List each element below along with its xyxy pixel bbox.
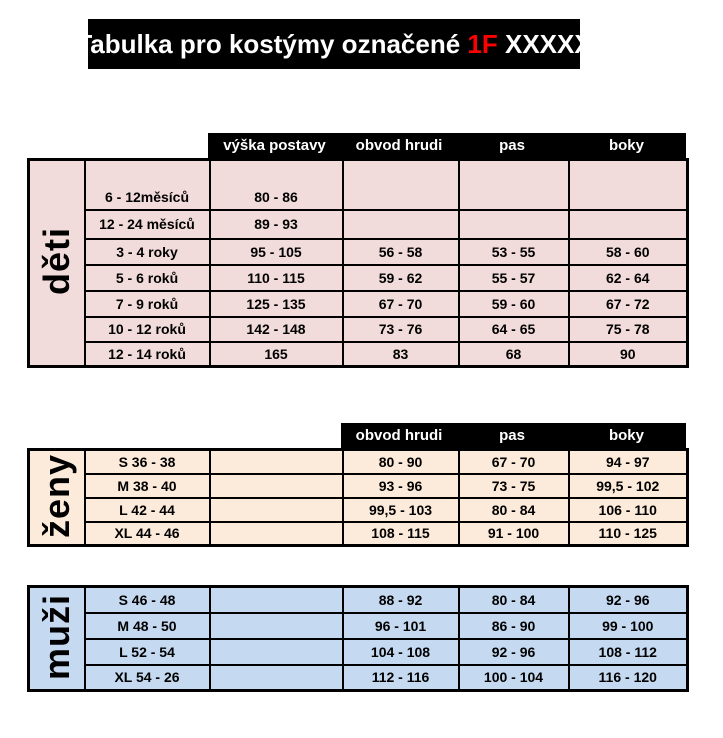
measurement-cell: 99,5 - 102 [569, 474, 688, 498]
title-code-highlight: 1F [467, 28, 498, 59]
women-size-table [27, 448, 689, 547]
group-label-zeny: ženy [35, 453, 77, 539]
title-text-prefix: Tabulka pro kostýmy označené [76, 28, 468, 59]
measurement-cell: 100 - 104 [459, 665, 569, 691]
measurement-cell: 142 - 148 [210, 317, 343, 342]
table-row [29, 639, 688, 665]
measurement-cell: 68 [459, 342, 569, 367]
measurement-cell: 110 - 125 [569, 522, 688, 546]
column-header-hips: boky [608, 427, 644, 444]
size-row-label: 12 - 14 roků [85, 342, 210, 367]
table-row [29, 450, 688, 474]
measurement-cell: 73 - 76 [343, 317, 459, 342]
size-row-label: 10 - 12 roků [85, 317, 210, 342]
size-row-label: M 48 - 50 [85, 613, 210, 639]
measurement-cell: 108 - 112 [569, 639, 688, 665]
measurement-cell: 110 - 115 [210, 265, 343, 291]
title-text-suffix: XXXXX [497, 28, 592, 59]
size-row-label: XL 44 - 46 [85, 522, 210, 546]
measurement-cell: 99 - 100 [569, 613, 688, 639]
measurement-cell: 91 - 100 [459, 522, 569, 546]
measurement-cell: 59 - 60 [459, 291, 569, 317]
group-cell-muzi [29, 587, 85, 691]
measurement-cell: 67 - 72 [569, 291, 688, 317]
table-row [29, 317, 688, 342]
title-bar [76, 19, 592, 69]
column-header-hips: boky [608, 137, 644, 154]
measurement-cell: 55 - 57 [459, 265, 569, 291]
measurement-cell: 86 - 90 [459, 613, 569, 639]
children-size-table [27, 158, 689, 368]
measurement-cell [210, 474, 343, 498]
measurement-cell: 108 - 115 [343, 522, 459, 546]
table-row [29, 160, 688, 210]
measurement-cell: 104 - 108 [343, 639, 459, 665]
measurement-cell: 92 - 96 [569, 587, 688, 613]
size-row-label: L 42 - 44 [85, 498, 210, 522]
men-size-table [27, 585, 689, 692]
column-header-waist: pas [499, 137, 525, 154]
measurement-cell: 93 - 96 [343, 474, 459, 498]
measurement-cell: 165 [210, 342, 343, 367]
group-label-deti: děti [35, 227, 77, 296]
table-row [29, 522, 688, 546]
measurement-cell [569, 160, 688, 210]
measurement-cell: 116 - 120 [569, 665, 688, 691]
measurement-cell: 125 - 135 [210, 291, 343, 317]
measurement-cell [569, 210, 688, 239]
measurement-cell: 58 - 60 [569, 239, 688, 265]
size-row-label: S 46 - 48 [85, 587, 210, 613]
size-row-label: 12 - 24 měsíců [85, 210, 210, 239]
measurement-cell [210, 522, 343, 546]
children-column-header-bar [208, 133, 686, 158]
measurement-cell: 67 - 70 [459, 450, 569, 474]
measurement-cell [210, 639, 343, 665]
measurement-cell [210, 613, 343, 639]
measurement-cell: 64 - 65 [459, 317, 569, 342]
table-row [29, 474, 688, 498]
women-column-header-bar [341, 423, 686, 448]
measurement-cell [459, 160, 569, 210]
size-row-label: 5 - 6 roků [85, 265, 210, 291]
measurement-cell: 92 - 96 [459, 639, 569, 665]
group-cell-deti [29, 160, 85, 367]
measurement-cell [343, 160, 459, 210]
table-row [29, 291, 688, 317]
table-row [29, 587, 688, 613]
column-header-chest: obvod hrudi [355, 137, 443, 154]
measurement-cell: 95 - 105 [210, 239, 343, 265]
table-row [29, 498, 688, 522]
group-label-muzi: muži [35, 593, 77, 680]
measurement-cell [459, 210, 569, 239]
measurement-cell: 73 - 75 [459, 474, 569, 498]
measurement-cell: 80 - 84 [459, 498, 569, 522]
measurement-cell: 106 - 110 [569, 498, 688, 522]
measurement-cell [343, 210, 459, 239]
measurement-cell: 90 [569, 342, 688, 367]
measurement-cell: 53 - 55 [459, 239, 569, 265]
measurement-cell: 56 - 58 [343, 239, 459, 265]
measurement-cell: 99,5 - 103 [343, 498, 459, 522]
measurement-cell: 94 - 97 [569, 450, 688, 474]
measurement-cell [210, 450, 343, 474]
measurement-cell: 89 - 93 [210, 210, 343, 239]
group-cell-zeny [29, 450, 85, 546]
size-row-label: L 52 - 54 [85, 639, 210, 665]
measurement-cell: 62 - 64 [569, 265, 688, 291]
measurement-cell: 59 - 62 [343, 265, 459, 291]
table-row [29, 239, 688, 265]
table-row [29, 210, 688, 239]
table-row [29, 665, 688, 691]
size-row-label: 6 - 12měsíců [85, 160, 210, 210]
measurement-cell: 80 - 90 [343, 450, 459, 474]
size-row-label: 3 - 4 roky [85, 239, 210, 265]
measurement-cell: 80 - 84 [459, 587, 569, 613]
measurement-cell: 112 - 116 [343, 665, 459, 691]
measurement-cell [210, 498, 343, 522]
column-header-height: výška postavy [223, 137, 326, 154]
measurement-cell: 83 [343, 342, 459, 367]
column-header-waist: pas [499, 427, 525, 444]
measurement-cell [210, 587, 343, 613]
measurement-cell: 67 - 70 [343, 291, 459, 317]
measurement-cell: 75 - 78 [569, 317, 688, 342]
size-row-label: S 36 - 38 [85, 450, 210, 474]
size-row-label: XL 54 - 26 [85, 665, 210, 691]
measurement-cell [210, 665, 343, 691]
size-row-label: 7 - 9 roků [85, 291, 210, 317]
table-row [29, 613, 688, 639]
column-header-chest: obvod hrudi [355, 427, 443, 444]
table-row [29, 342, 688, 367]
measurement-cell: 80 - 86 [210, 160, 343, 210]
table-row [29, 265, 688, 291]
measurement-cell: 88 - 92 [343, 587, 459, 613]
size-row-label: M 38 - 40 [85, 474, 210, 498]
measurement-cell: 96 - 101 [343, 613, 459, 639]
